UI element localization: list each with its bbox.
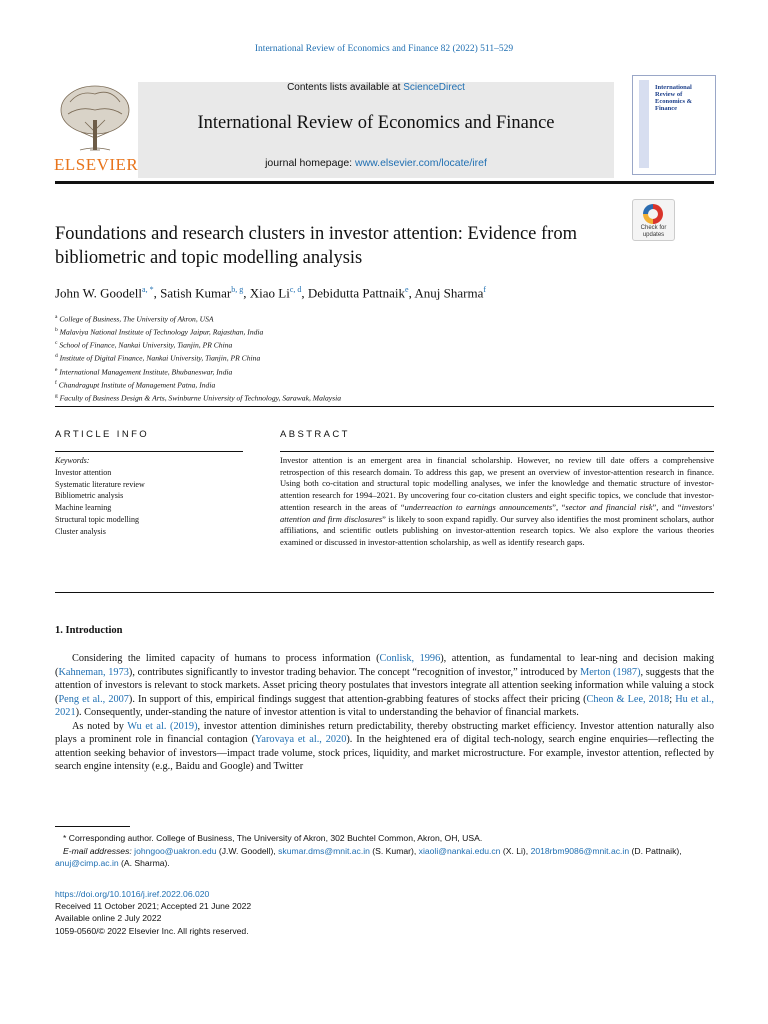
body-text: ), attention, as fundamental to lear-ning and decision making (: [55, 653, 714, 678]
affiliation-item: [55, 378, 695, 391]
body-text: , investor attention diminishes return predictability, thereby obstructing market efficiency. Investor attention naturally also plays a prominent role in financial contagion (: [55, 720, 714, 745]
email-owner: (A. Sharma).: [118, 858, 170, 868]
affiliation-text: School of Finance, Nankai University, Tianjin, PR China: [57, 340, 233, 350]
keyword-item: Machine learning: [55, 503, 112, 513]
author-affiliation-marker[interactable]: c, d: [289, 285, 302, 294]
author-name[interactable]: Satish Kumar: [160, 285, 232, 301]
email-link[interactable]: xiaoli@nankai.edu.cn: [418, 845, 501, 856]
journal-citation-link[interactable]: International Review of Economics and Finance 82 (2022) 511–529: [254, 44, 514, 54]
affiliation-marker: e: [55, 366, 58, 373]
abstract-heading: ABSTRACT: [280, 429, 350, 440]
contents-prefix: Contents lists available at: [287, 82, 404, 93]
author-separator: ,: [408, 285, 415, 301]
keyword-item: Cluster analysis: [55, 526, 106, 536]
journal-homepage-line: [138, 157, 614, 169]
introduction-body: [55, 652, 714, 774]
author-affiliation-marker[interactable]: e: [405, 285, 409, 294]
citation-link[interactable]: Hu et al., 2021: [55, 693, 715, 718]
abstract-part: Investor attention is an emergent area in financial scholarship. However, no review till date offers a comprehensive retrospection of this research domain. To address this gap, we present an overview of investor-attention research in finance. Using both co-citation and structural topic modelling analyses, we infer the knowledge and thematic structure of investor-attention research for 1994–2021. By uncovering four co-citation clusters and eight specific topics, we conclude that investor-attention research in the areas of “: [280, 455, 714, 512]
copyright: 1059-0560/© 2022 Elsevier Inc. All rights reserved.: [55, 925, 249, 936]
affiliation-item: [55, 365, 695, 378]
check-for-updates-badge[interactable]: [632, 199, 675, 241]
author-name[interactable]: John W. Goodell: [55, 285, 143, 301]
affiliation-item: [55, 391, 695, 404]
author-separator: ,: [153, 285, 161, 301]
affiliation-marker: f: [55, 379, 57, 386]
email-label: E-mail addresses:: [63, 845, 135, 856]
abstract-rule: [280, 451, 714, 452]
check-for-updates-label: Check for updates: [640, 225, 667, 238]
author-list: [55, 285, 695, 301]
keyword-item: Structural topic modelling: [55, 514, 139, 524]
author-affiliation-marker[interactable]: f: [483, 285, 487, 294]
abstract-emphasis: underreaction to earnings announcements: [404, 501, 553, 512]
citation-link[interactable]: Peng et al., 2007: [58, 693, 129, 705]
email-link[interactable]: anuj@cimp.ac.in: [55, 858, 119, 868]
author-name[interactable]: Anuj Sharma: [414, 285, 484, 301]
journal-cover-thumbnail: [632, 75, 716, 175]
header-rule: [55, 181, 714, 184]
body-text: ). In the heightened era of digital tech-nology, search engine enquiries—reflecting the attention seeking behavior of investors—impact trade volume, stock prices, liquidity, and market microstructure. For example, investor attention, reflected by search engine intensity (e.g., Baidu and Google) and Twitter: [55, 734, 714, 772]
affiliation-text: Chandragupt Institute of Management Patna, India: [56, 380, 216, 390]
affiliation-text: Faculty of Business Design & Arts, Swinburne University of Technology, Sarawak, Malaysia: [57, 393, 342, 403]
author-name[interactable]: Xiao Li: [249, 285, 290, 301]
email-owner: (D. Pattnaik),: [629, 845, 682, 856]
abstract-text: [280, 455, 714, 549]
affiliation-text: College of Business, The University of Akron, USA: [57, 314, 214, 324]
author-separator: ,: [301, 285, 308, 301]
email-link[interactable]: johngoo@uakron.edu: [134, 845, 217, 856]
corresponding-author-note: * Corresponding author. College of Business, The University of Akron, 302 Buchtel Common, Akron, OH, USA.: [63, 833, 483, 843]
keyword-item: Investor attention: [55, 467, 112, 477]
email-owner: (X. Li),: [500, 845, 531, 856]
keywords-list: [55, 467, 243, 538]
body-text: ). In support of this, empirical findings suggest that attention-grabbing features of stocks affect their pricing (: [128, 693, 587, 705]
affiliation-marker: g: [55, 392, 58, 399]
keyword-item: Systematic literature review: [55, 479, 145, 489]
abstract-part: ” is likely to soon expand rapidly. Our survey also identifies the most prominent scholars, author affiliations, and scientific outlets publishing on investor-attention research topics. We also explore the various theories examined or discussed in investor-attention scholarship, as well as identify research gaps.: [280, 513, 715, 547]
available-online: Available online 2 July 2022: [55, 913, 162, 924]
publication-info: [55, 888, 455, 937]
affiliation-marker: a: [55, 314, 58, 320]
doi-link[interactable]: https://doi.org/10.1016/j.iref.2022.06.020: [55, 889, 210, 899]
journal-homepage-link[interactable]: www.elsevier.com/locate/iref: [355, 157, 487, 169]
affiliation-list: [55, 312, 695, 404]
affiliation-item: [55, 312, 695, 325]
email-owner: (S. Kumar),: [369, 845, 419, 856]
article-info-rule: [55, 451, 243, 452]
keywords-label: Keywords:: [55, 456, 90, 465]
footnote-rule: [55, 826, 130, 827]
section-rule: [55, 406, 714, 407]
affiliation-text: Institute of Digital Finance, Nankai University, Tianjin, PR China: [57, 353, 261, 363]
citation-link[interactable]: Conlisk, 1996: [379, 653, 441, 664]
abstract-emphasis: investors' attention and firm disclosures: [280, 501, 714, 524]
cover-stripe: [639, 80, 649, 168]
author-name[interactable]: Debidutta Pattnaik: [307, 285, 406, 301]
citation-link[interactable]: Cheon & Lee, 2018: [586, 693, 670, 705]
body-text: ;: [669, 693, 676, 705]
body-text: ), contributes significantly to investor trading behavior. The concept “recognition of investor,” introduced by: [128, 666, 581, 678]
abstract-part: ”, “: [552, 501, 566, 512]
email-owner: (J.W. Goodell),: [216, 845, 279, 856]
citation-link[interactable]: Kahneman, 1973: [58, 666, 129, 678]
email-addresses: [55, 845, 714, 870]
introduction-heading: 1. Introduction: [55, 625, 123, 636]
citation-link[interactable]: Yarovaya et al., 2020: [255, 734, 347, 745]
author-affiliation-marker[interactable]: a, *: [142, 285, 154, 294]
cover-title: International Review of Economics & Finance: [655, 84, 693, 112]
elsevier-wordmark: ELSEVIER: [54, 155, 139, 174]
intro-paragraph: [55, 652, 714, 720]
affiliation-marker: c: [55, 340, 58, 347]
body-text: Considering the limited capacity of humans to process information (: [72, 653, 380, 664]
author-separator: ,: [243, 285, 250, 301]
body-text: ). Consequently, under-standing the nature of investor attention is vital to understanding the behavior of financial markets.: [75, 707, 579, 718]
article-info-heading: ARTICLE INFO: [55, 429, 150, 440]
abstract-emphasis: sector and financial risk: [565, 501, 653, 512]
affiliation-text: International Management Institute, Bhubaneswar, India: [57, 367, 233, 377]
section-rule: [55, 592, 714, 593]
article-title: Foundations and research clusters in investor attention: Evidence from bibliometric and topic modelling analysis: [55, 224, 577, 268]
affiliation-item: [55, 351, 695, 364]
sciencedirect-link[interactable]: ScienceDirect: [403, 82, 465, 93]
affiliation-item: [55, 325, 695, 338]
journal-title: International Review of Economics and Finance: [197, 113, 555, 133]
abstract-part: ”, and “: [652, 501, 682, 512]
citation-link[interactable]: Merton (1987): [580, 666, 641, 678]
email-link[interactable]: skumar.dms@mnit.ac.in: [278, 845, 370, 856]
affiliation-marker: d: [55, 353, 58, 360]
keyword-item: Bibliometric analysis: [55, 491, 124, 501]
affiliation-item: [55, 338, 695, 351]
body-text: As noted by: [72, 720, 128, 732]
contents-lists-line: [138, 82, 614, 93]
homepage-prefix: journal homepage:: [265, 157, 355, 169]
intro-paragraph: [55, 720, 714, 774]
affiliation-marker: b: [55, 327, 58, 334]
footnotes: [55, 832, 714, 870]
body-text: , suggests that the attention of investors is relevant to stock markets. Asset pricing theory postulates that investors integrate all attention seeking information while valuing a stock (: [55, 666, 715, 705]
received-accepted: Received 11 October 2021; Accepted 21 June 2022: [55, 901, 252, 912]
affiliation-text: Malaviya National Institute of Technology Jaipur, Rajasthan, India: [57, 327, 264, 337]
author-affiliation-marker[interactable]: b, g: [231, 285, 244, 294]
keywords-block: [55, 455, 243, 538]
email-link[interactable]: 2018rbm9086@mnit.ac.in: [530, 845, 630, 856]
crossmark-icon: [643, 204, 663, 224]
citation-link[interactable]: Wu et al. (2019): [127, 720, 198, 732]
